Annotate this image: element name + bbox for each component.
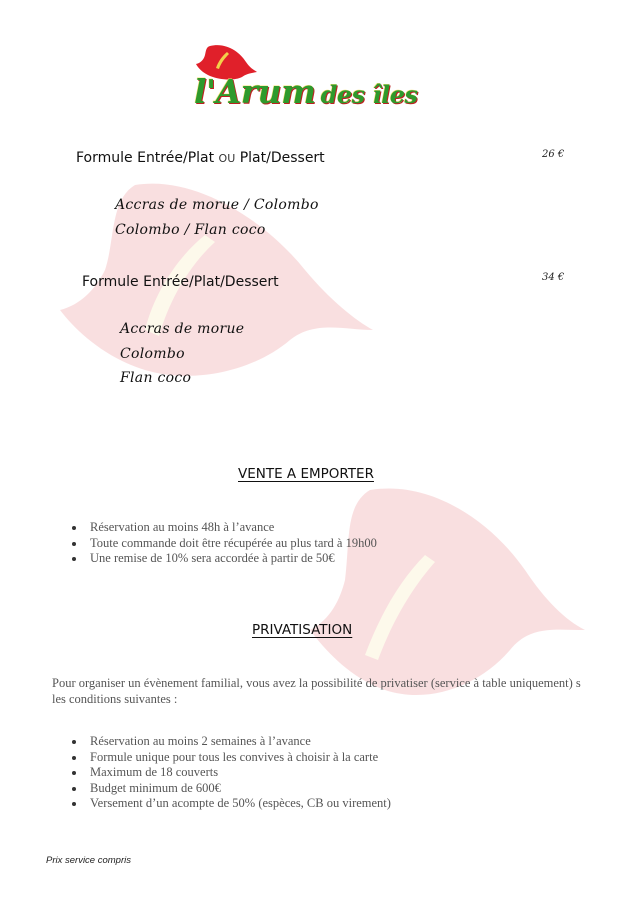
privatisation-heading: PRIVATISATION xyxy=(252,622,353,638)
bullet-icon xyxy=(72,771,76,775)
formula-or: OU xyxy=(218,152,236,165)
list-item-text: Réservation au moins 2 semaines à l’avance xyxy=(90,734,311,748)
menu-dish: Accras de morue / Colombo xyxy=(115,197,319,213)
bullet-icon xyxy=(72,526,76,530)
logo-brand-main: l'Arum xyxy=(194,72,316,111)
list-item-text: Réservation au moins 48h à l’avance xyxy=(90,520,275,534)
list-item-text: Versement d’un acompte de 50% (espèces, CB ou virement) xyxy=(90,796,391,810)
list-item xyxy=(72,781,391,797)
privatisation-conditions-list xyxy=(72,734,391,812)
list-item xyxy=(72,536,377,552)
restaurant-logo xyxy=(192,44,424,111)
bullet-icon xyxy=(72,787,76,791)
price-note: Prix service compris xyxy=(46,855,131,866)
bullet-icon xyxy=(72,542,76,546)
logo-wordmark xyxy=(194,72,418,111)
list-item xyxy=(72,734,391,750)
menu-price-2: 34 € xyxy=(542,272,565,283)
bullet-icon xyxy=(72,557,76,561)
takeaway-heading: VENTE A EMPORTER xyxy=(238,466,374,482)
logo-brand-suffix: des îles xyxy=(320,80,418,109)
bullet-icon xyxy=(72,740,76,744)
menu-dish: Colombo / Flan coco xyxy=(115,222,266,238)
list-item-text: Une remise de 10% sera accordée à partir de 50€ xyxy=(90,551,335,565)
takeaway-conditions-list xyxy=(72,520,377,567)
list-item xyxy=(72,551,377,567)
list-item xyxy=(72,765,391,781)
list-item xyxy=(72,750,391,766)
list-item-text: Toute commande doit être récupérée au plus tard à 19h00 xyxy=(90,535,377,550)
menu-formula-title-1 xyxy=(76,150,325,166)
menu-dish: Accras de morue xyxy=(120,321,245,337)
list-item-text: Maximum de 18 couverts xyxy=(90,765,219,779)
list-item xyxy=(72,520,377,536)
formula-part-2: Plat/Dessert xyxy=(239,150,325,166)
list-item-text: Budget minimum de 600€ xyxy=(90,780,221,795)
list-item-text: Formule unique pour tous les convives à choisir à la carte xyxy=(90,749,379,764)
menu-formula-title-2: Formule Entrée/Plat/Dessert xyxy=(82,274,279,290)
formula-part-1: Formule Entrée/Plat xyxy=(76,150,215,166)
menu-price-1: 26 € xyxy=(542,149,565,160)
bullet-icon xyxy=(72,802,76,806)
intro-line-2: les conditions suivantes : xyxy=(52,691,178,706)
list-item xyxy=(72,796,391,812)
menu-dish: Flan coco xyxy=(120,370,192,386)
privatisation-intro xyxy=(52,676,581,707)
bullet-icon xyxy=(72,756,76,760)
menu-dish: Colombo xyxy=(120,346,185,362)
intro-line-1: Pour organiser un évènement familial, vous avez la possibilité de privatiser (service à table uniquement) s xyxy=(52,676,581,690)
